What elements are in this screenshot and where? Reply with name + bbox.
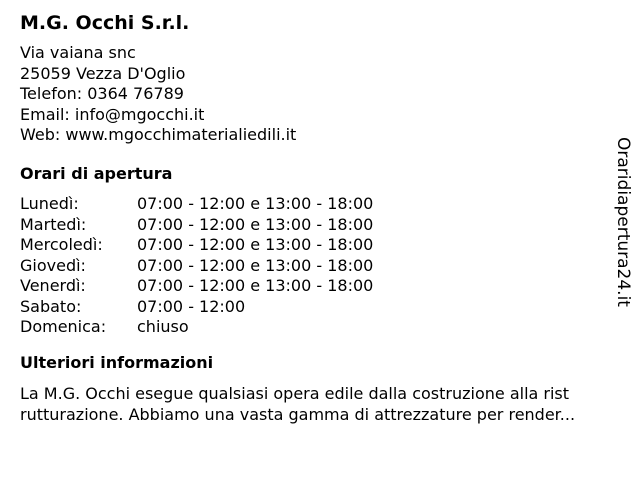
contact-block xyxy=(20,43,296,146)
day-label: Giovedì: xyxy=(20,255,86,275)
description-text xyxy=(20,384,624,425)
side-brand-text: Oraridiapertura24.it xyxy=(613,137,633,307)
day-label: Sabato: xyxy=(20,296,82,316)
opening-hours-table xyxy=(20,194,373,338)
phone-number: Telefon: 0364 76789 xyxy=(20,84,184,103)
hours-row xyxy=(20,317,373,338)
street-address: Via vaiana snc xyxy=(20,43,136,62)
day-label: Martedì: xyxy=(20,214,87,234)
day-hours: 07:00 - 12:00 e 13:00 - 18:00 xyxy=(137,255,374,275)
day-label: Venerdì: xyxy=(20,276,86,295)
day-hours: 07:00 - 12:00 xyxy=(137,296,246,316)
day-label: Mercoledì: xyxy=(20,235,103,254)
hours-row xyxy=(20,194,373,215)
day-hours: 07:00 - 12:00 e 13:00 - 18:00 xyxy=(137,214,374,234)
hours-row xyxy=(20,256,373,277)
day-label: Lunedì: xyxy=(20,194,79,213)
more-info-title: Ulteriori informazioni xyxy=(20,353,214,372)
opening-hours-title: Orari di apertura xyxy=(20,164,173,183)
email-address: Email: info@mgocchi.it xyxy=(20,104,205,124)
hours-row xyxy=(20,297,373,318)
website-address: Web: www.mgocchimaterialiedili.it xyxy=(20,125,297,144)
hours-row xyxy=(20,215,373,236)
day-hours: 07:00 - 12:00 e 13:00 - 18:00 xyxy=(137,276,374,295)
hours-row xyxy=(20,235,373,256)
day-hours: 07:00 - 12:00 e 13:00 - 18:00 xyxy=(137,235,374,254)
description-line: rutturazione. Abbiamo una vasta gamma di attrezzature per render... xyxy=(20,404,576,424)
company-name: M.G. Occhi S.r.l. xyxy=(20,12,190,34)
hours-row xyxy=(20,276,373,297)
description-line: La M.G. Occhi esegue qualsiasi opera edile dalla costruzione alla rist xyxy=(20,384,570,403)
day-hours: 07:00 - 12:00 e 13:00 - 18:00 xyxy=(137,194,374,213)
day-hours: chiuso xyxy=(137,317,189,336)
city-address: 25059 Vezza D'Oglio xyxy=(20,63,186,83)
day-label: Domenica: xyxy=(20,317,107,336)
